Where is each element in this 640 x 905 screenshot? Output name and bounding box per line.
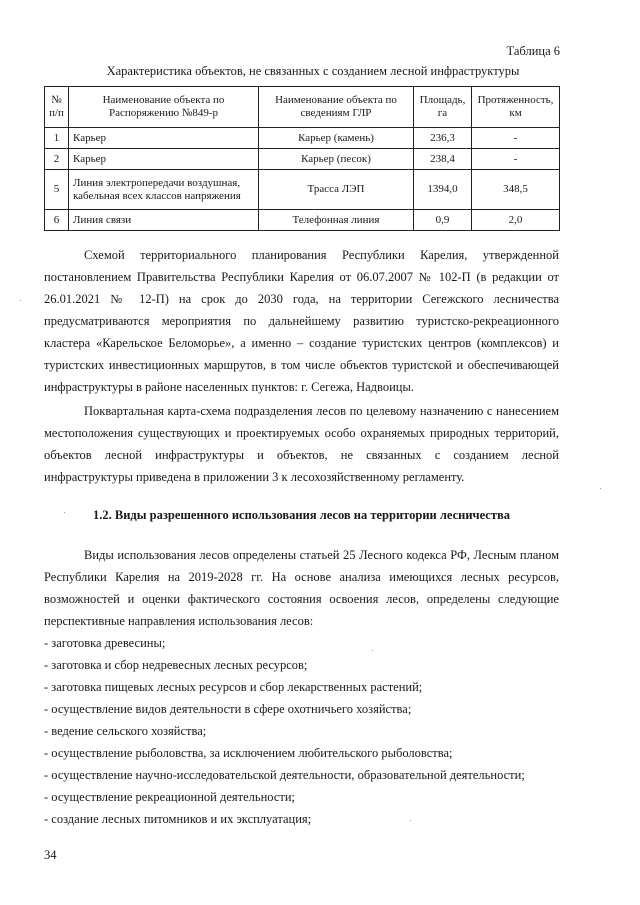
table-caption: Характеристика объектов, не связанных с созданием лесной инфраструктуры: [106, 64, 520, 78]
section-heading: 1.2. Виды разрешенного использования лесов на территории лесничества: [93, 508, 510, 522]
list-item: - создание лесных питомников и их эксплуатация;: [44, 812, 312, 826]
cell-number: 2: [45, 149, 69, 170]
cell-area: 238,4: [414, 149, 472, 170]
table-row: [45, 170, 560, 210]
paragraph-text: Схемой территориального планирования Республики Карелия, утвержденной постановлением Правительства Республики Карелия от 06.07.2007 № 102-П (в редакции от 26.01.2021 № 12-П) на срок до 2030 года, на территории Сегежского лесничества предусматриваются мероприятия по дальнейшему развитию туристско-рекреационного кластера «Карельское Беломорье», а именно – создание туристских центров (комплексов) и туристских инвестиционных маршрутов, в том числе объектов туристской и обеспечивающей инфраструктуры в районе населенных пунктов: г. Сегежа, Надвоицы.: [44, 248, 559, 394]
list-item: - заготовка и сбор недревесных лесных ресурсов;: [44, 658, 308, 672]
cell-length: 348,5: [472, 170, 560, 210]
cell-order-name: Линия электропередачи воздушная, кабельная всех классов напряжения: [69, 170, 259, 210]
objects-table: [44, 86, 560, 231]
table-header-row: [45, 87, 560, 128]
cell-glr-name: Трасса ЛЭП: [259, 170, 414, 210]
list-item: - заготовка пищевых лесных ресурсов и сбор лекарственных растений;: [44, 680, 423, 694]
paragraph-territorial-planning: [44, 244, 559, 398]
cell-order-name: Карьер: [69, 128, 259, 149]
table-row: [45, 128, 560, 149]
list-item: - осуществление рекреационной деятельности;: [44, 790, 296, 804]
scan-speck: [20, 300, 21, 301]
cell-number: 6: [45, 210, 69, 231]
paragraph-map-scheme: [44, 400, 559, 488]
cell-glr-name: Карьер (песок): [259, 149, 414, 170]
header-glr-name: Наименование объекта по сведениям ГЛР: [259, 87, 414, 128]
cell-number: 5: [45, 170, 69, 210]
header-area: Площадь, га: [414, 87, 472, 128]
header-number: № п/п: [45, 87, 69, 128]
cell-length: -: [472, 128, 560, 149]
scan-speck: [410, 820, 411, 821]
cell-length: -: [472, 149, 560, 170]
cell-glr-name: Телефонная линия: [259, 210, 414, 231]
cell-area: 1394,0: [414, 170, 472, 210]
cell-order-name: Линия связи: [69, 210, 259, 231]
page-number: 34: [44, 848, 57, 862]
cell-number: 1: [45, 128, 69, 149]
cell-order-name: Карьер: [69, 149, 259, 170]
scan-speck: [64, 512, 65, 513]
list-item: - заготовка древесины;: [44, 636, 166, 650]
header-order-name: Наименование объекта по Распоряжению №849-р: [69, 87, 259, 128]
paragraph-forest-use: [44, 544, 559, 632]
cell-glr-name: Карьер (камень): [259, 128, 414, 149]
forest-use-list: [44, 632, 559, 830]
header-length: Протяженность, км: [472, 87, 560, 128]
list-item: - осуществление научно-исследовательской деятельности, образовательной деятельности;: [44, 768, 525, 782]
list-item: - ведение сельского хозяйства;: [44, 724, 207, 738]
list-item: - осуществление видов деятельности в сфере охотничьего хозяйства;: [44, 702, 412, 716]
cell-area: 0,9: [414, 210, 472, 231]
table-row: [45, 210, 560, 231]
cell-length: 2,0: [472, 210, 560, 231]
list-item: - осуществление рыболовства, за исключением любительского рыболовства;: [44, 746, 453, 760]
paragraph-text: Поквартальная карта-схема подразделения лесов по целевому назначению с нанесением местоположения существующих и проектируемых особо охраняемых природных территорий, объектов лесной инфраструктуры и объектов, не связанных с созданием лесной инфраструктуры приведена в приложении 3 к лесохозяйственному регламенту.: [44, 404, 559, 484]
scan-speck: [372, 650, 373, 651]
paragraph-text: Виды использования лесов определены статьей 25 Лесного кодекса РФ, Лесным планом Республики Карелия на 2019-2028 гг. На основе анализа имеющихся лесных ресурсов, возможностей и оценки фактического состояния освоения лесов, определены следующие перспективные направления использования лесов:: [44, 548, 559, 628]
scan-speck: [600, 488, 601, 489]
table-label: Таблица 6: [506, 44, 560, 58]
cell-area: 236,3: [414, 128, 472, 149]
table-row: [45, 149, 560, 170]
